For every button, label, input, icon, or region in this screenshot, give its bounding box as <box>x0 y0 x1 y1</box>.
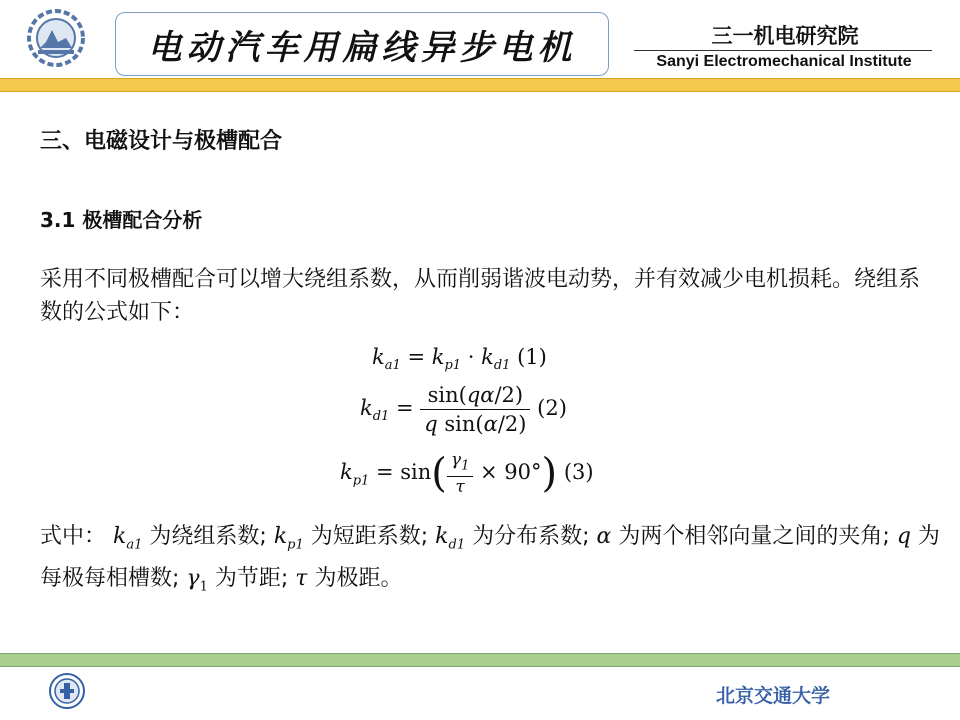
fraction: $\frac{\sin(q\alpha/2)}{\text{q sin(α/2)}}$ <box>420 381 530 438</box>
divider <box>634 50 932 51</box>
fraction: $\frac{\gamma_1}{\tau}$ <box>447 450 473 497</box>
formula-label: (3) <box>563 460 594 485</box>
formula-distribution-factor: $k_{d1}$ = $\frac{\sin(q\alpha/2)}{\text{q sin(α/2)}}$ (2) <box>360 383 567 436</box>
institute-name-en: Sanyi Electromechanical Institute <box>656 53 912 70</box>
formula-pitch-factor: $k_{p1} = \sin$( $\frac{\gamma_1}{\tau}$ × 90°) (3) <box>340 450 594 498</box>
formula-label: (1) <box>517 345 547 369</box>
top-accent-bar <box>0 78 960 92</box>
formula-label: (2) <box>537 396 567 420</box>
header <box>0 0 960 88</box>
bottom-accent-bar <box>0 653 960 667</box>
institute-name-cn: 三一机电研究院 <box>711 24 859 48</box>
title-box <box>115 12 609 76</box>
university-name: 北京交通大学 <box>716 685 831 707</box>
section-heading: 三、电磁设计与极槽配合 <box>40 129 283 154</box>
page-title: 电动汽车用扁线异步电机 <box>147 27 577 68</box>
symbol-description: 式中： $k_{a1}$ 为绕组系数; $k_{p1}$ 为短距系数; $k_{d1}$ 为分布系数; α 为两个相邻向量之间的夹角; q 为每极每相槽数; $\gamma_1$ 为节距; τ 为极距。 <box>40 524 940 595</box>
institute-logo-icon <box>18 8 94 68</box>
university-logo-icon <box>48 672 86 710</box>
intro-paragraph: 采用不同极槽配合可以增大绕组系数，从而削弱谐波电动势，并有效减少电机损耗。绕组系数的公式如下： <box>40 267 921 325</box>
formula-winding-factor: $k_{a1} = k_{p1} \cdot k_{d1}$ (1) <box>372 345 547 374</box>
sub-heading: 3.1 极槽配合分析 <box>40 208 203 232</box>
